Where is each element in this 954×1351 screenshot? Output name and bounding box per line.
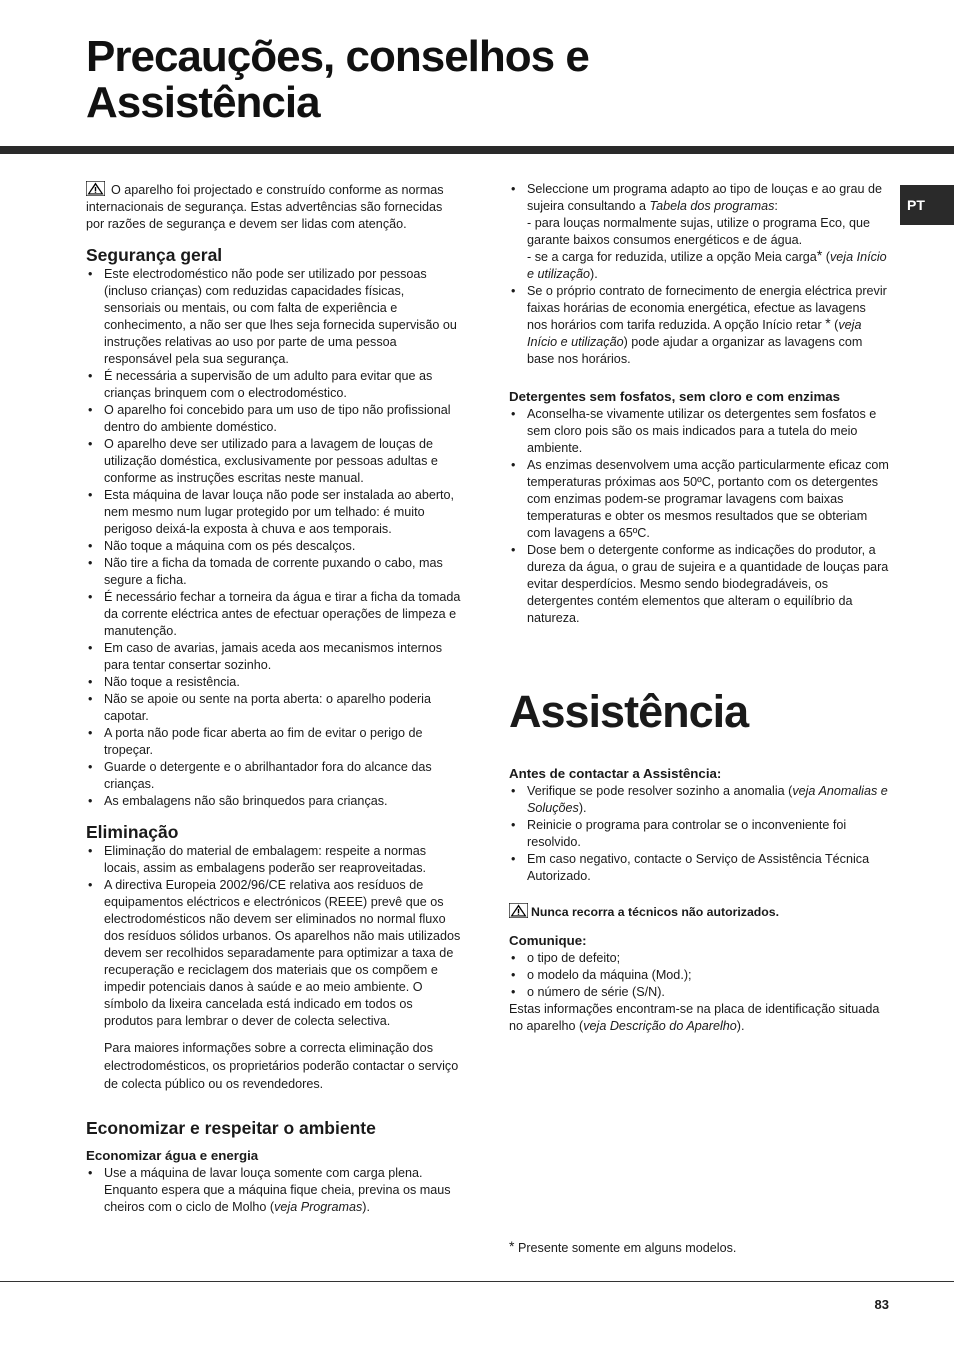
list-item: • O aparelho foi concebido para um uso de tipo não profissional dentro do ambiente doméstico. <box>86 402 464 436</box>
list-item: • Se o próprio contrato de fornecimento de energia eléctrica previr faixas horárias de economia energética, efectue as lavagens nos horários com tarifa reduzida. A opção Início retar * (veja Início e utilização) pode ajudar a organizar as lavagens com base nos horários. <box>509 283 889 368</box>
warning-icon <box>509 903 528 918</box>
language-tab: PT <box>900 185 954 225</box>
list-item: • Em caso de avarias, jamais aceda aos mecanismos internos para tentar consertar sozinho. <box>86 640 464 674</box>
safety-list <box>86 266 464 810</box>
disposal-heading: Eliminação <box>86 822 179 842</box>
cross-reference: Tabela dos programas <box>649 199 775 213</box>
communicate-list <box>509 950 889 1001</box>
footnote <box>509 1238 737 1255</box>
list-item: • Não se apoie ou sente na porta aberta: o aparelho poderia capotar. <box>86 691 464 725</box>
list-item: • Não toque a máquina com os pés descalços. <box>86 538 464 555</box>
disposal-note: Para maiores informações sobre a correcta eliminação dos electrodomésticos, os proprietários poderão contactar o serviço de colecta público ou os revendedores. <box>104 1041 459 1091</box>
economy-item2-end: : <box>774 199 778 213</box>
intro-text: O aparelho foi projectado e construído conforme as normas internacionais de segurança. Estas advertências são fornecidas por razões de segurança e devem ser lidas com atenção. <box>86 183 444 231</box>
economy-item2-line3: - se a carga for reduzida, utilize a opção Meia carga <box>527 250 817 264</box>
list-item: • É necessária a supervisão de um adulto para evitar que as crianças brinquem com o electrodoméstico. <box>86 368 464 402</box>
economy-list <box>86 1165 464 1216</box>
communicate-heading: Comunique: <box>509 933 587 948</box>
economy-item3-end: ) pode ajudar a organizar as lavagens com base nos horários. <box>527 335 863 366</box>
list-item: • Em caso negativo, contacte o Serviço de Assistência Técnica Autorizado. <box>509 851 889 885</box>
economy-subheading: Economizar água e energia <box>86 1148 259 1163</box>
list-item: • As enzimas desenvolvem uma acção particularmente eficaz com temperaturas próximas aos 50ºC, portanto com os detergentes com enzimas podem-se programar lavagens com baixas temperaturas e obter os mesmos resultados que se obteriam com lavagens a 65ºC. <box>509 457 889 542</box>
list-item: • O aparelho deve ser utilizado para a lavagem de louças de utilização doméstica, exclusivamente por pessoas adultas e conforme as instruções escritas neste manual. <box>86 436 464 487</box>
economy-item1-end: ). <box>362 1200 370 1214</box>
list-item: • Dose bem o detergente conforme as indicações do produtor, a dureza da água, o grau de sujeira e a quantidade de louças para evitar desperdícios. Mesmo sendo biodegradáveis, os detergentes contém elementos que alteram o equilíbrio da natureza. <box>509 542 889 627</box>
before-contact-heading: Antes de contactar a Assistência: <box>509 766 722 781</box>
list-item: • Não toque a resistência. <box>86 674 464 691</box>
list-item: • É necessário fechar a torneira da água e tirar a ficha da tomada da corrente eléctrica antes de efectuar operações de limpeza e manutenção. <box>86 589 464 640</box>
cross-reference: veja Início e utilização <box>527 250 887 281</box>
cross-reference: veja Programas <box>274 1200 363 1214</box>
footer-divider <box>0 1281 954 1282</box>
before-contact-list <box>509 783 889 885</box>
list-item <box>86 1165 464 1216</box>
info-paragraph <box>509 1001 889 1035</box>
footnote-mark: * <box>825 315 831 331</box>
list-item: • Esta máquina de lavar louça não pode ser instalada ao aberto, nem mesmo num lugar protegido por um telhado: é muito perigoso deixá-la exposta à chuva e aos temporais. <box>86 487 464 538</box>
list-item: • o modelo da máquina (Mod.); <box>509 967 889 984</box>
cross-reference: veja Anomalias e Soluções <box>527 784 888 815</box>
before-item1-text: Verifique se pode resolver sozinho a anomalia ( <box>527 784 793 798</box>
assistance-heading: Assistência <box>509 686 749 737</box>
detergents-list <box>509 406 889 627</box>
footnote-mark: * <box>816 247 823 263</box>
list-item: • o tipo de defeito; <box>509 950 889 967</box>
disposal-list <box>86 843 464 1030</box>
list-item: • Guarde o detergente e o abrilhantador fora do alcance das crianças. <box>86 759 464 793</box>
list-item: • Não tire a ficha da tomada de corrente puxando o cabo, mas segure a ficha. <box>86 555 464 589</box>
info-text: Estas informações encontram-se na placa de identificação situada no aparelho ( <box>509 1002 880 1033</box>
left-column <box>86 181 464 1216</box>
list-item: • Aconselha-se vivamente utilizar os detergentes sem fosfatos e sem cloro pois são os mais indicados para a tutela do meio ambiente. <box>509 406 889 457</box>
list-item: • A directiva Europeia 2002/96/CE relativa aos resíduos de equipamentos eléctricos e electrónicos (REEE) prevê que os electrodomésticos não devem ser eliminados no normal fluxo dos resíduos sólidos urbanos. Os aparelhos não mais utilizados devem ser recolhidos separadamente para optimizar a taxa de recuperação e reciclagem dos materiais que os compõem e impedir potenciais danos à saúde e ao meio ambiente. O símbolo da lixeira cancelada está indicado em todos os produtos para lembrar o dever de colecta selectiva. <box>86 877 464 1030</box>
warning-line <box>509 903 889 921</box>
right-column <box>509 181 889 1035</box>
detergents-heading: Detergentes sem fosfatos, sem cloro e com enzimas <box>509 389 841 404</box>
page-title: Precauções, conselhos e Assistência <box>86 32 589 127</box>
list-item: • A porta não pode ficar aberta ao fim de evitar o perigo de tropeçar. <box>86 725 464 759</box>
footnote-mark: * <box>509 1238 515 1254</box>
cross-reference: veja Início e utilização <box>527 318 862 349</box>
warning-text: Nunca recorra a técnicos não autorizados. <box>531 905 780 919</box>
cross-reference: veja Descrição do Aparelho <box>583 1019 737 1033</box>
economy-item2-line2: - para louças normalmente sujas, utilize o programa Eco, que garante baixos consumos energéticos e de água. <box>527 216 871 247</box>
economy-item3-text: Se o próprio contrato de fornecimento de energia eléctrica previr faixas horárias de economia energética, efectue as lavagens nos horários com tarifa reduzida. A opção Início retar <box>527 284 887 332</box>
list-item: • o número de série (S/N). <box>509 984 889 1001</box>
intro-paragraph <box>86 181 464 233</box>
list-item: • As embalagens não são brinquedos para crianças. <box>86 793 464 810</box>
safety-heading: Segurança geral <box>86 245 223 265</box>
list-item: • Reinicie o programa para controlar se o inconveniente foi resolvido. <box>509 817 889 851</box>
list-item: • Este electrodoméstico não pode ser utilizado por pessoas (incluso crianças) com reduzidas capacidades físicas, sensoriais ou mentais, ou com falta de experiência e conhecimento, a não ser que lhes seja fornecida supervisão ou instruções relativas ao uso por parte de uma pessoa responsável pela sua segurança. <box>86 266 464 368</box>
economy-item1-text: Use a máquina de lavar louça somente com carga plena. Enquanto espera que a máquina fique cheia, previna os maus cheiros com o ciclo de Molho ( <box>104 1166 451 1214</box>
economy-heading: Economizar e respeitar o ambiente <box>86 1118 376 1138</box>
header-divider <box>0 146 954 154</box>
list-item: • Eliminação do material de embalagem: respeite a normas locais, assim as embalagens poderão ser reaproveitadas. <box>86 843 464 877</box>
info-end: ). <box>736 1019 745 1033</box>
warning-icon <box>86 181 105 196</box>
page-number: 83 <box>874 1297 889 1312</box>
economy-item2-text: Seleccione um programa adapto ao tipo de louças e ao grau de sujeira consultando a <box>527 182 882 213</box>
footnote-text: Presente somente em alguns modelos. <box>517 1241 737 1255</box>
list-item: • Seleccione um programa adapto ao tipo de louças e ao grau de sujeira consultando a Tabela dos programas: - para louças normalmente sujas, utilize o programa Eco, que garante baixos consumos energéticos e de água. - se a carga for reduzida, utilize a opção Meia carga* (veja Início e utilização). <box>509 181 889 283</box>
economy-list-continued <box>509 181 889 368</box>
list-item <box>509 783 889 817</box>
before-item1-end: ). <box>578 801 587 815</box>
